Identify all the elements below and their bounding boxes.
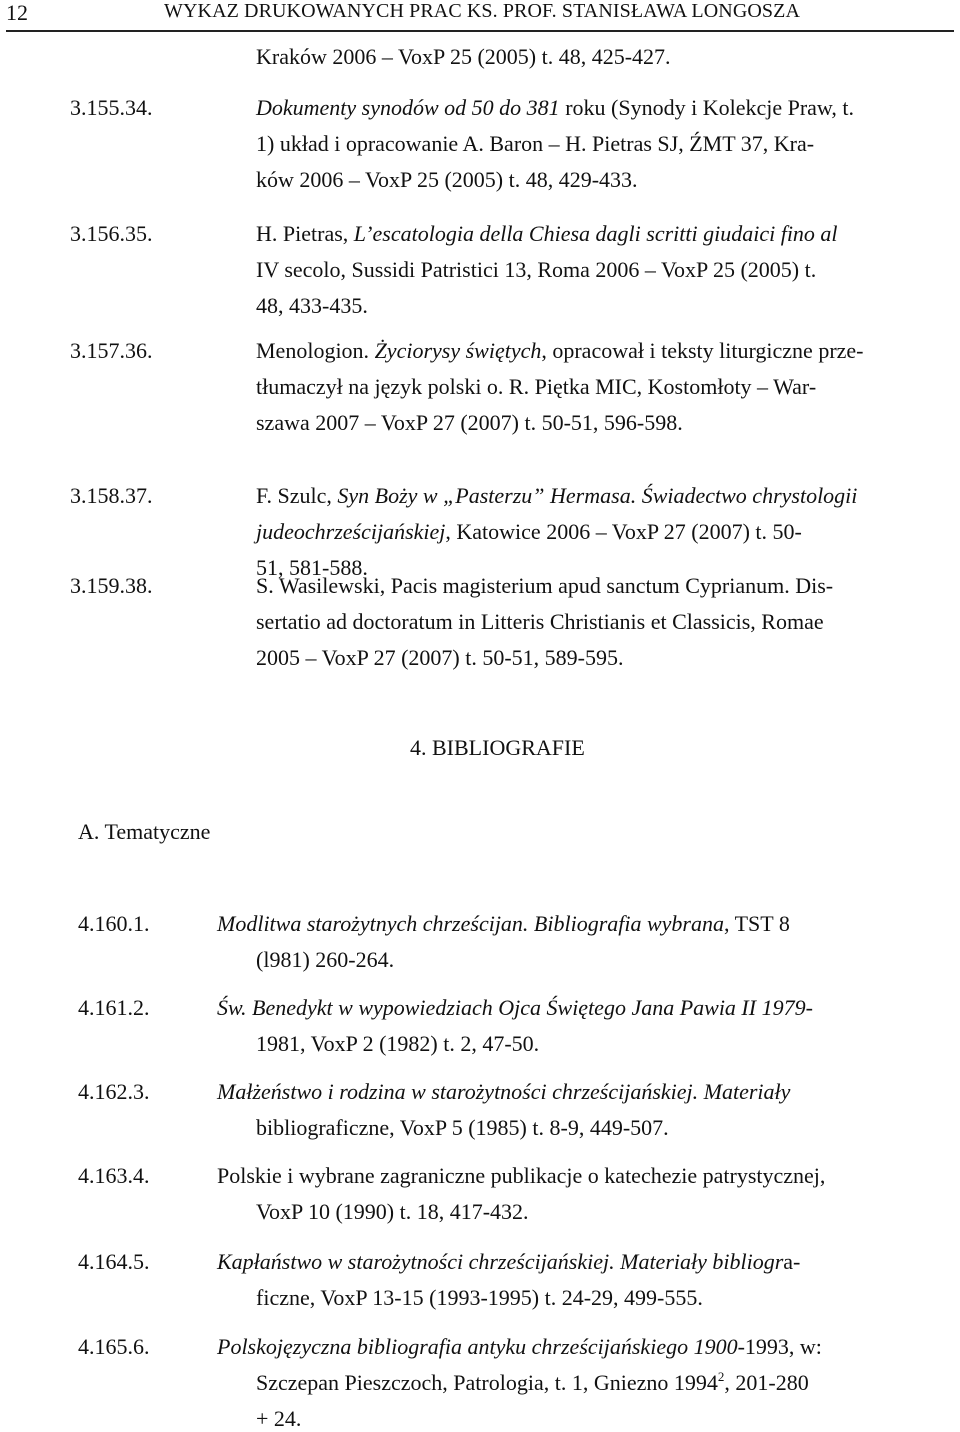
entry-line xyxy=(256,1115,669,1141)
superscript: 2 xyxy=(717,1369,725,1384)
section-title: 4. BIBLIOGRAFIE xyxy=(410,735,585,760)
entry-line xyxy=(256,221,838,247)
text-segment: Polskie i wybrane zagraniczne publikacje o katechezie patrystycznej, xyxy=(217,1163,826,1188)
text-segment: (l981) 260-264. xyxy=(256,947,395,972)
entry-line xyxy=(256,167,638,193)
page-header xyxy=(6,0,954,34)
running-title: WYKAZ DRUKOWANYCH PRAC KS. PROF. STANISŁAWA LONGOSZA xyxy=(164,0,800,22)
entry-line xyxy=(256,131,814,157)
text-segment: + 24. xyxy=(256,1406,302,1431)
entry-line xyxy=(256,293,368,319)
text-segment: - xyxy=(805,995,813,1020)
entry-line xyxy=(256,44,671,70)
italic-title: Św. Benedykt w wypowiedziach Ojca Świętego Jana Pawia II 1979 xyxy=(217,995,806,1020)
italic-title: Kapłaństwo w starożytności chrześcijańskiej. Materiały bibliogr xyxy=(217,1249,784,1274)
entry-line xyxy=(256,645,624,671)
entry-line xyxy=(217,1334,822,1360)
text-segment: ficzne, VoxP 13-15 (1993-1995) t. 24-29, 499-555. xyxy=(256,1285,703,1310)
text-segment: , opracował i teksty liturgiczne prze- xyxy=(541,338,864,363)
entry-line xyxy=(256,410,683,436)
italic-title: Małżeństwo i rodzina w starożytności chrześcijańskiej. Materiały xyxy=(217,1079,791,1104)
italic-title: Syn Boży w „Pasterzu” Hermasa. Świadectwo chrystologii xyxy=(337,483,858,508)
entry-line xyxy=(256,573,833,599)
text-segment: a- xyxy=(783,1249,801,1274)
text-segment: Szczepan Pieszczoch, Patrologia, t. 1, Gniezno 1994 xyxy=(256,1370,718,1395)
entry-number: 3.157.36. xyxy=(70,338,153,363)
entry-number: 4.165.6. xyxy=(78,1334,150,1359)
entry-line xyxy=(256,1285,703,1311)
text-segment: 1) układ i opracowanie A. Baron ‒ H. Pietras SJ, ŹMT 37, Kra- xyxy=(256,131,815,156)
text-segment: 1981, VoxP 2 (1982) t. 2, 47-50. xyxy=(256,1031,540,1056)
text-segment: bibliograficzne, VoxP 5 (1985) t. 8-9, 449-507. xyxy=(256,1115,669,1140)
text-segment: ków 2006 ‒ VoxP 25 (2005) t. 48, 429-433. xyxy=(256,167,638,192)
entry-number: 4.162.3. xyxy=(78,1079,150,1104)
entry-line xyxy=(256,338,864,364)
entry-line xyxy=(256,95,854,121)
entry-line xyxy=(256,1406,301,1432)
italic-title: Polskojęzyczna bibliografia antyku chrześcijańskiego 1900 xyxy=(217,1334,738,1359)
entry-line xyxy=(256,519,802,545)
text-segment: H. Pietras, xyxy=(256,221,354,246)
text-segment: szawa 2007 ‒ VoxP 27 (2007) t. 50-51, 596-598. xyxy=(256,410,683,435)
entry-line xyxy=(217,1163,825,1189)
entry-line xyxy=(256,1199,529,1225)
italic-title: L’escatologia della Chiesa dagli scritti giudaici fino al xyxy=(353,221,838,246)
entry-number: 4.164.5. xyxy=(78,1249,150,1274)
entry-line xyxy=(256,947,394,973)
text-segment: , 201-280 xyxy=(724,1370,809,1395)
text-segment: F. Szulc, xyxy=(256,483,338,508)
entry-line xyxy=(256,257,816,283)
entry-line xyxy=(256,1370,809,1396)
entry-number: 3.159.38. xyxy=(70,573,153,598)
entry-line xyxy=(217,1249,800,1275)
entry-number: 4.163.4. xyxy=(78,1163,150,1188)
entry-line xyxy=(217,1079,790,1105)
page-number: 12 xyxy=(6,0,28,25)
text-segment: -1993, w: xyxy=(737,1334,822,1359)
text-segment: VoxP 10 (1990) t. 18, 417-432. xyxy=(256,1199,529,1224)
text-segment: tłumaczył na język polski o. R. Piętka MIC, Kostomłoty ‒ War- xyxy=(256,374,817,399)
entry-number: 4.160.1. xyxy=(78,911,150,936)
italic-title: judeochrześcijańskiej xyxy=(256,519,446,544)
text-segment: 48, 433-435. xyxy=(256,293,368,318)
text-segment: 2005 ‒ VoxP 27 (2007) t. 50-51, 589-595. xyxy=(256,645,624,670)
text-segment: sertatio ad doctoratum in Litteris Christianis et Classicis, Romae xyxy=(256,609,824,634)
entry-line xyxy=(256,609,824,635)
italic-title: Modlitwa starożytnych chrześcijan. Bibliografia wybrana xyxy=(217,911,724,936)
entry-line xyxy=(256,374,816,400)
text-segment: S. Wasilewski, Pacis magisterium apud sanctum Cyprianum. Dis- xyxy=(256,573,834,598)
entry-number: 4.161.2. xyxy=(78,995,150,1020)
text-segment: Kraków 2006 ‒ VoxP 25 (2005) t. 48, 425-427. xyxy=(256,44,671,69)
entry-line xyxy=(256,1031,539,1057)
subsection-title: A. Tematyczne xyxy=(78,819,211,844)
italic-title: Życiorysy świętych xyxy=(374,338,542,363)
entry-line xyxy=(256,483,857,509)
text-segment: IV secolo, Sussidi Patristici 13, Roma 2006 ‒ VoxP 25 (2005) t. xyxy=(256,257,817,282)
text-segment: , Katowice 2006 ‒ VoxP 27 (2007) t. 50- xyxy=(445,519,802,544)
header-rule xyxy=(6,30,954,32)
text-segment: , TST 8 xyxy=(724,911,790,936)
text-segment: roku (Synody i Kolekcje Praw, t. xyxy=(559,95,854,120)
entry-line xyxy=(217,911,790,937)
entry-line xyxy=(217,995,813,1021)
italic-title: Dokumenty synodów od 50 do 381 xyxy=(256,95,560,120)
text-segment: 51, 581-588. xyxy=(256,555,368,580)
entry-number: 3.158.37. xyxy=(70,483,153,508)
entry-number: 3.155.34. xyxy=(70,95,153,120)
entry-number: 3.156.35. xyxy=(70,221,153,246)
text-segment: Menologion. xyxy=(256,338,375,363)
